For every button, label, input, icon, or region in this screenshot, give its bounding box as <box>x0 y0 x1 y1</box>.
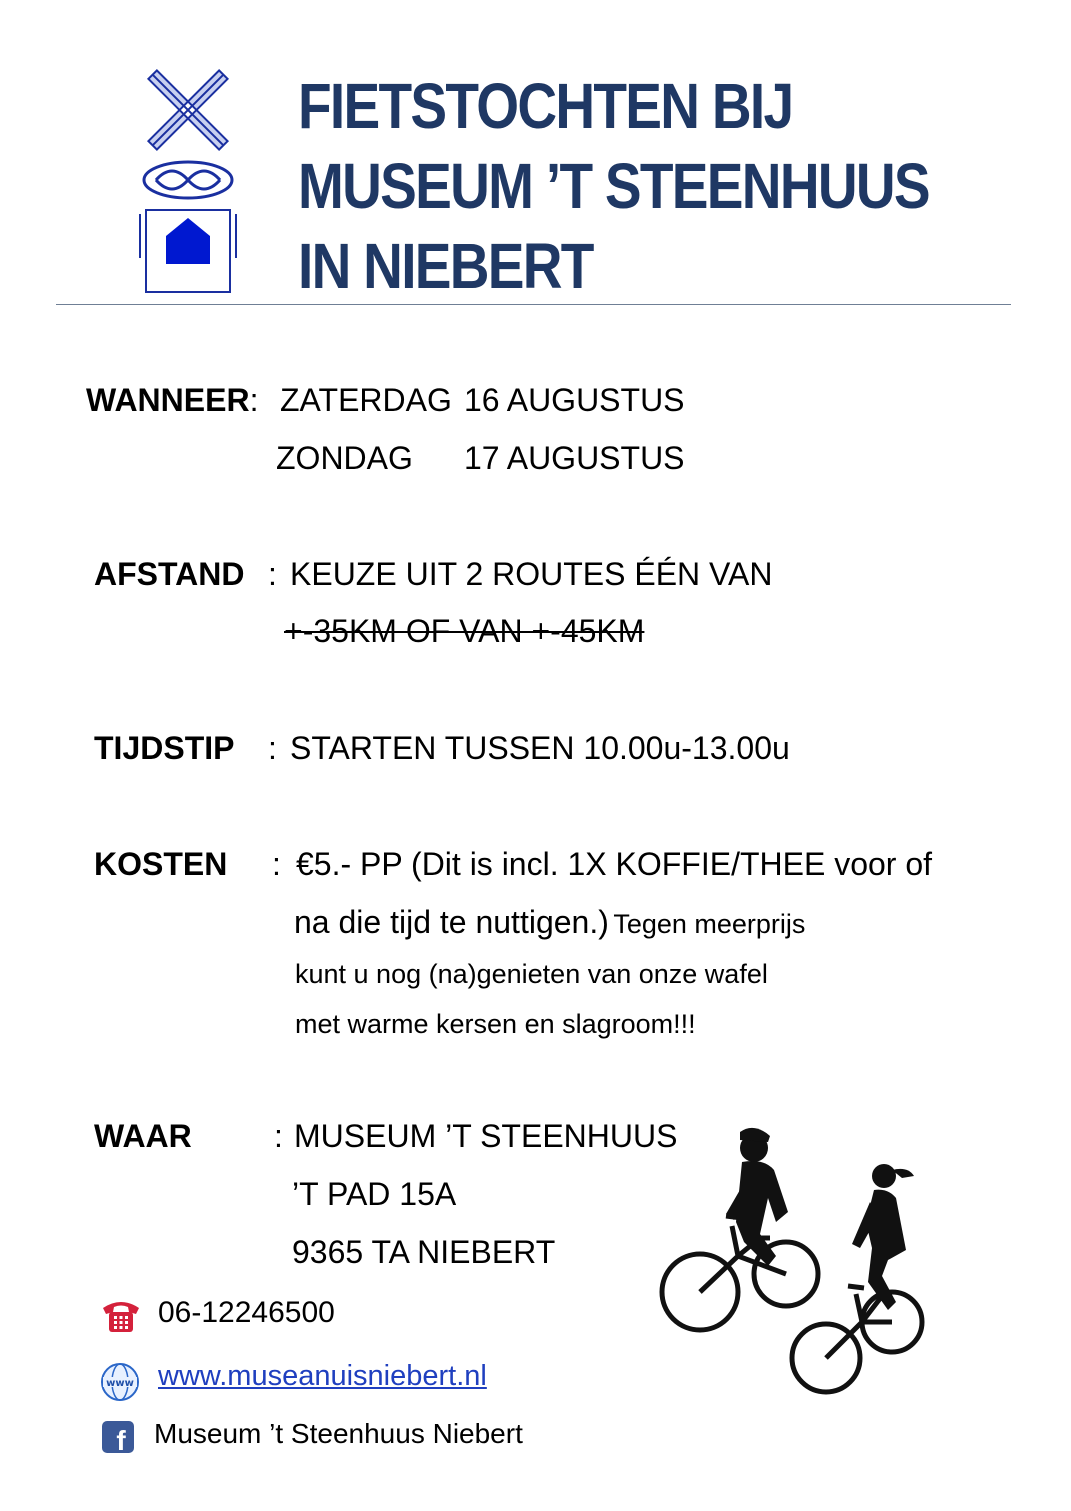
where-label: WAAR <box>94 1118 192 1154</box>
where-line-1: MUSEUM ’T STEENHUUS <box>294 1118 678 1154</box>
costs-colon: : <box>272 846 281 882</box>
distance-line-2: +-35KM OF VAN +-45KM <box>284 613 645 649</box>
when-colon: : <box>249 382 259 418</box>
globe-www-icon <box>100 1362 140 1402</box>
website-link[interactable]: www.museanuisniebert.nl <box>158 1360 487 1392</box>
when-date-2: 17 AUGUSTUS <box>464 440 685 476</box>
distance-line-1: KEUZE UIT 2 ROUTES ÉÉN VAN <box>290 556 773 592</box>
facebook-page[interactable]: Museum ’t Steenhuus Niebert <box>154 1418 523 1449</box>
costs-line-2-small: Tegen meerprijs <box>613 909 806 939</box>
where-line-3: 9365 TA NIEBERT <box>292 1234 556 1270</box>
when-day-1: ZATERDAG <box>280 382 452 418</box>
where-line-2: ’T PAD 15A <box>292 1176 457 1212</box>
when-day-2: ZONDAG <box>276 440 413 476</box>
when-label: WANNEER <box>86 382 250 418</box>
header-divider <box>56 304 1011 305</box>
title-line-2: MUSEUM ’T STEENHUUS <box>298 150 929 222</box>
costs-line-3: kunt u nog (na)genieten van onze wafel <box>295 959 768 989</box>
page-title <box>298 66 929 306</box>
distance-label: AFSTAND <box>94 556 245 592</box>
time-colon: : <box>268 730 277 766</box>
costs-label: KOSTEN <box>94 846 228 882</box>
title-line-3: IN NIEBERT <box>298 230 593 302</box>
where-colon: : <box>274 1118 283 1154</box>
time-label: TIJDSTIP <box>94 730 235 766</box>
phone-number: 06-12246500 <box>158 1296 335 1329</box>
facebook-icon <box>102 1421 134 1453</box>
costs-line-1: €5.- PP (Dit is incl. 1X KOFFIE/THEE voor of <box>296 846 933 882</box>
cyclists-silhouette-icon <box>656 1126 928 1396</box>
when-date-1: 16 AUGUSTUS <box>464 382 685 418</box>
telephone-icon <box>100 1298 142 1334</box>
costs-line-2-main: na die tijd te nuttigen.) <box>294 904 609 940</box>
time-text: STARTEN TUSSEN 10.00u-13.00u <box>290 730 790 766</box>
facebook-glyph: f <box>116 1425 126 1453</box>
distance-colon: : <box>268 556 277 592</box>
globe-www-text: www <box>106 1378 134 1389</box>
title-line-1: FIETSTOCHTEN BIJ <box>298 70 793 142</box>
costs-line-2 <box>294 904 805 941</box>
when-row <box>86 382 258 419</box>
windmill-logo-icon <box>136 58 240 296</box>
costs-line-4: met warme kersen en slagroom!!! <box>295 1009 696 1039</box>
